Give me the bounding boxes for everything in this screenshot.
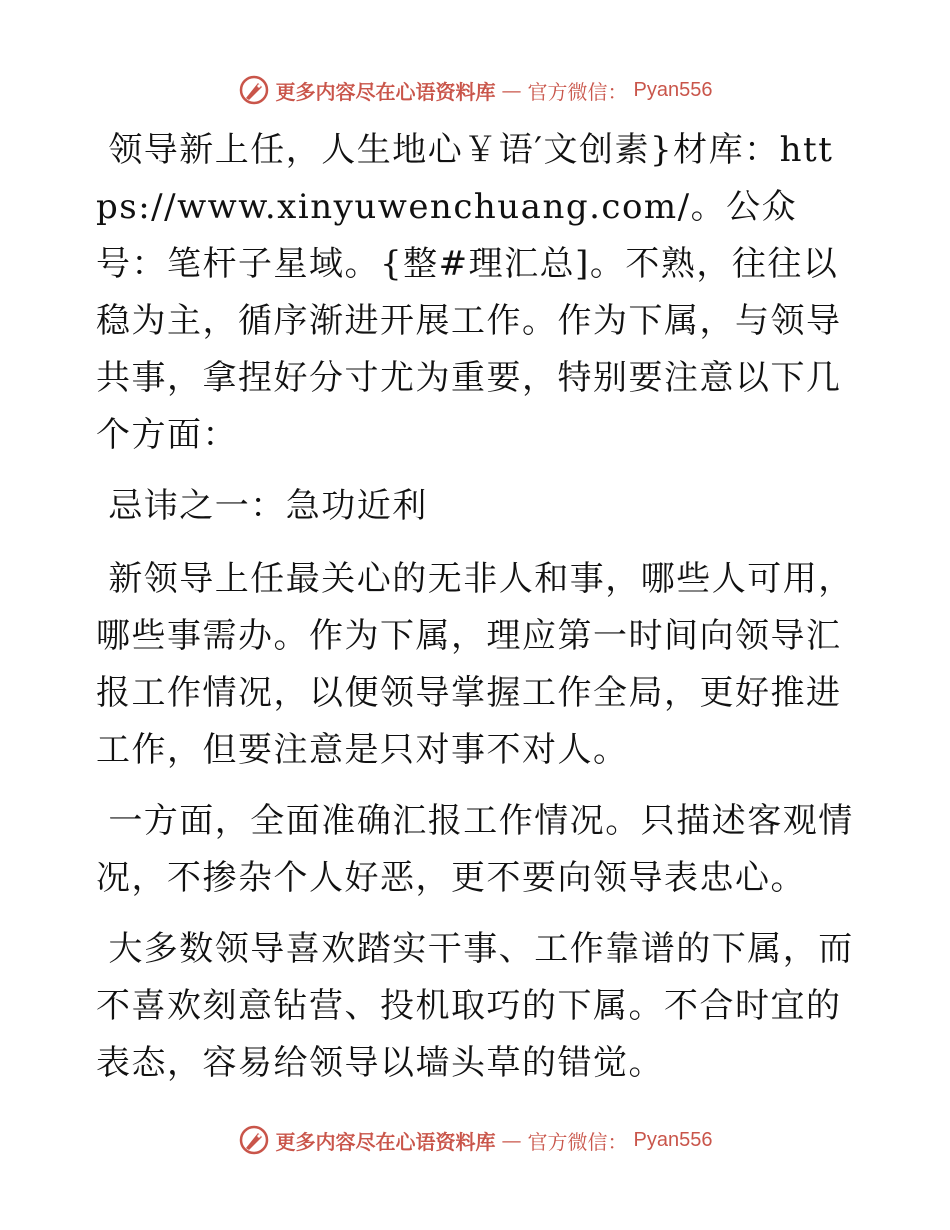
footer-watermark-banner [0, 1120, 950, 1160]
pen-nib-logo-icon [238, 74, 270, 106]
pen-nib-logo-icon [238, 1124, 270, 1156]
banner-wechat-id: Pyan556 [633, 78, 713, 101]
banner-dash: — [501, 78, 522, 102]
paragraph-report-objectively: 一方面，全面准确汇报工作情况。只描述客观情况，不掺杂个人好恶，更不要向领导表忠心。 [96, 801, 854, 898]
paragraph-practical-subordinates: 大多数领导喜欢踏实干事、工作靠谱的下属，而不喜欢刻意钻营、投机取巧的下属。不合时宜的表态，容易给领导以墙头草的错觉。 [96, 929, 854, 1083]
section-heading: 忌讳之一：急功近利 [96, 486, 428, 526]
banner-wechat-label: 官方微信： [527, 79, 628, 104]
banner-wechat-label: 官方微信： [527, 1129, 628, 1154]
banner-title: 更多内容尽在心语资料库 [275, 79, 496, 104]
paragraph-intro: 领导新上任，人生地心￥语′文创素}材库：https://www.xinyuwenchuang.com/。公众号：笔杆子星域。{整#理汇总]。不熟，往往以稳为主，循序渐进开展工作。作为下属，与领导共事，拿捏好分寸尤为重要，特别要注意以下几个方面： [96, 130, 842, 455]
paragraph-new-leader: 新领导上任最关心的无非人和事，哪些人可用，哪些事需办。作为下属，理应第一时间向领导汇报工作情况，以便领导掌握工作全局，更好推进工作，但要注意是只对事不对人。 [96, 559, 854, 770]
document-body [96, 122, 856, 1106]
banner-dash: — [501, 1128, 522, 1152]
banner-title: 更多内容尽在心语资料库 [275, 1129, 496, 1154]
header-watermark-banner [0, 70, 950, 110]
banner-wechat-id: Pyan556 [633, 1128, 713, 1151]
